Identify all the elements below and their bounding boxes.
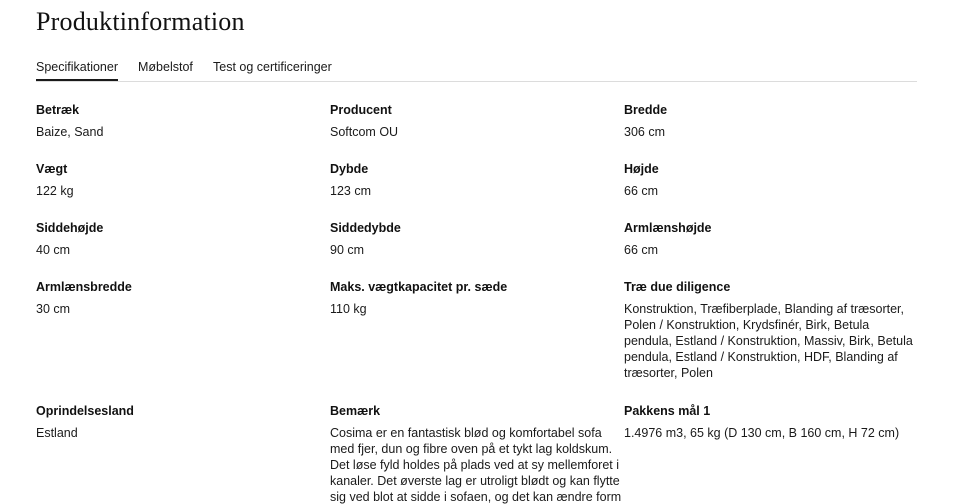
spec-seat-depth: [330, 220, 626, 258]
spec-label: Træ due diligence: [624, 280, 731, 294]
spec-origin: [36, 403, 332, 441]
spec-armrest-height: [624, 220, 920, 258]
spec-weight: [36, 161, 332, 199]
tab-bar: [36, 54, 917, 82]
spec-label: Pakkens mål 1: [624, 404, 711, 418]
spec-label: Højde: [624, 162, 659, 176]
spec-label: Bredde: [624, 103, 668, 117]
spec-armrest-width: [36, 279, 332, 317]
spec-value: 40 cm: [36, 243, 71, 257]
spec-label: Betræk: [36, 103, 80, 117]
tab-specifications[interactable]: Specifikationer: [36, 60, 118, 74]
spec-max-weight: [330, 279, 626, 317]
spec-label: Armlænsbredde: [36, 280, 132, 294]
spec-label: Bemærk: [330, 404, 381, 418]
spec-value: 66 cm: [624, 243, 659, 257]
spec-label: Dybde: [330, 162, 369, 176]
spec-value: 306 cm: [624, 125, 665, 139]
spec-seat-height: [36, 220, 332, 258]
spec-wood-due-diligence: [624, 279, 920, 381]
spec-label: Armlænshøjde: [624, 221, 712, 235]
spec-value: 66 cm: [624, 184, 659, 198]
spec-label: Vægt: [36, 162, 68, 176]
spec-package-dimensions: [624, 403, 924, 441]
spec-value: Softcom OU: [330, 125, 399, 139]
spec-width: [624, 102, 920, 140]
spec-value: Konstruktion, Træfiberplade, Blanding af træsorter, Polen / Konstruktion, Krydsfinér, Birk, Betula pendula, Estland / Konstruktion, Massiv, Birk, Betula pendula, Estland / Konstruktion, HDF, Blanding af træsorter, Polen: [624, 302, 913, 380]
spec-height: [624, 161, 920, 199]
spec-note: [330, 403, 626, 504]
spec-label: Maks. vægtkapacitet pr. sæde: [330, 280, 508, 294]
spec-label: Siddedybde: [330, 221, 401, 235]
spec-manufacturer: [330, 102, 626, 140]
spec-value: Estland: [36, 426, 78, 440]
spec-value: 123 cm: [330, 184, 371, 198]
tab-tests-certifications[interactable]: Test og certificeringer: [213, 60, 332, 74]
spec-label: Producent: [330, 103, 392, 117]
spec-value: 30 cm: [36, 302, 71, 316]
spec-value: 122 kg: [36, 184, 74, 198]
spec-label: Oprindelsesland: [36, 404, 134, 418]
spec-value: Baize, Sand: [36, 125, 104, 139]
spec-cover: [36, 102, 332, 140]
page-title: Produktinformation: [36, 7, 245, 36]
spec-value: 1.4976 m3, 65 kg (D 130 cm, B 160 cm, H 72 cm): [624, 426, 900, 440]
spec-value: 90 cm: [330, 243, 365, 257]
spec-depth: [330, 161, 626, 199]
spec-label: Siddehøjde: [36, 221, 104, 235]
tab-upholstery-fabric[interactable]: Møbelstof: [138, 60, 193, 74]
spec-value: 110 kg: [330, 302, 367, 316]
spec-value: Cosima er en fantastisk blød og komfortabel sofa med fjer, dun og fibre oven på et tykt lag koldskum. Det løse fyld holdes på plads ved at sy mellemforet i kanaler. Det øverste lag er utroligt blødt og kan flytte sig ved blot at sidde i sofaen, og det kan ændre form: [330, 426, 622, 504]
